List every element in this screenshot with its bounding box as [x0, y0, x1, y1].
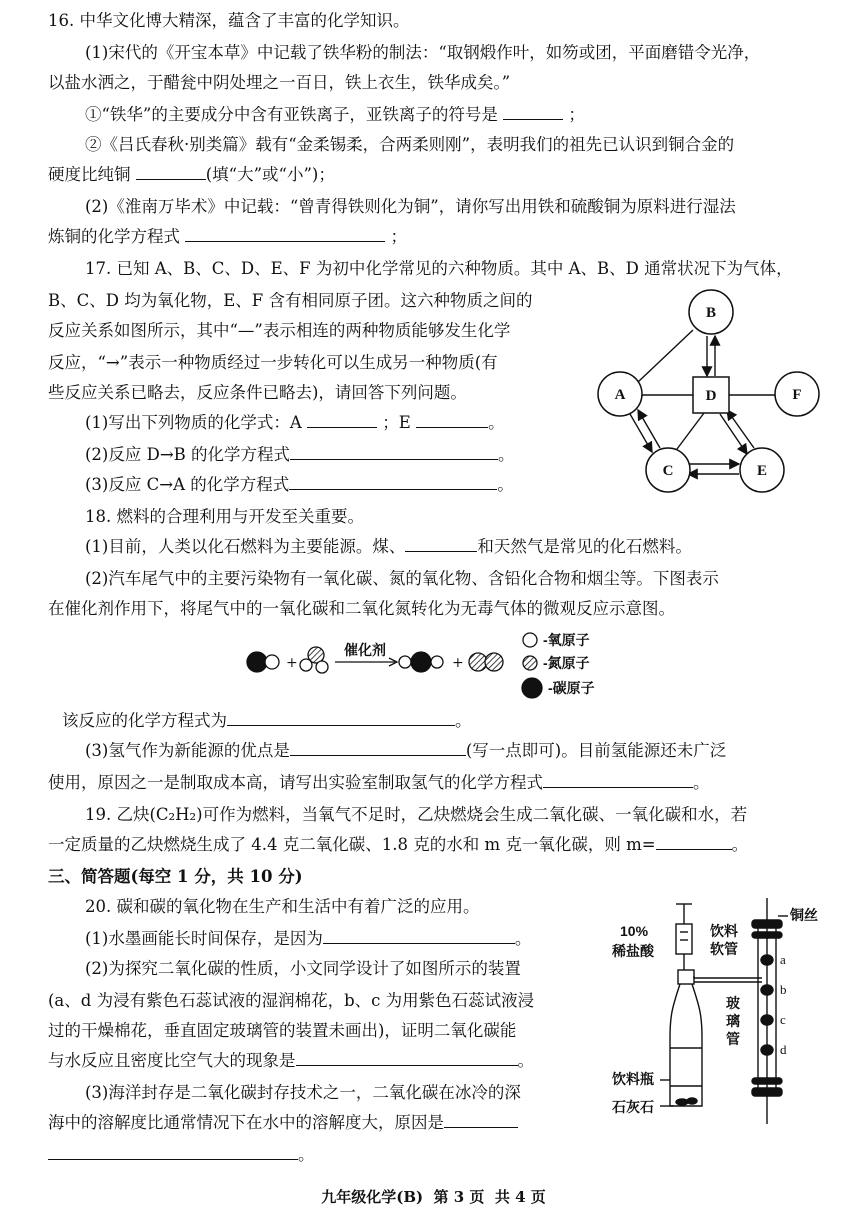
answer-blank[interactable]: [136, 165, 206, 180]
q18-sub3: (3)氢气作为新能源的优点是 (写一点即可)。目前氢能源还未广泛: [85, 741, 727, 760]
legend-nitrogen: -氮原子: [543, 655, 590, 671]
answer-blank[interactable]: [543, 773, 693, 788]
node-label: F: [792, 387, 802, 403]
mark-a: a: [780, 952, 786, 967]
q17-sub2: (2)反应 D→B 的化学方程式 。: [85, 445, 515, 464]
catalyst-label: 催化剂: [344, 642, 386, 658]
node-label: D: [705, 388, 717, 404]
svg-text:+: +: [286, 655, 298, 671]
label-glass: 玻: [726, 995, 740, 1011]
label-glass: 璃: [726, 1013, 740, 1029]
answer-blank[interactable]: [444, 1113, 518, 1128]
q17-sub3: (3)反应 C→A 的化学方程式 。: [85, 475, 514, 494]
mark-b: b: [780, 982, 787, 997]
section-heading: 三、简答题(每空 1 分，共 10 分): [48, 867, 303, 886]
q16-p1-cont: 以盐水洒之，于醋瓮中阴处埋之一百日，铁上衣生，铁华成矣。”: [48, 73, 511, 92]
label-bottle: 饮料瓶: [612, 1071, 654, 1087]
answer-blank[interactable]: [290, 741, 466, 756]
answer-blank[interactable]: [323, 929, 515, 944]
q17-title: 17. 已知 A、B、C、D、E、F 为初中化学常见的六种物质。其中 A、B、D 通常状况下为气体，: [85, 259, 793, 278]
q17-sub1: (1)写出下列物质的化学式：A ；E 。: [85, 413, 505, 432]
q17-text: 些反应关系已略去，反应条件已略去)，请回答下列问题。: [48, 383, 467, 402]
q18-sub1: (1)目前，人类以化石燃料为主要能源。煤、 和天然气是常见的化石燃料。: [85, 537, 692, 556]
page-footer: 九年级化学(B) 第 3 页 共 4 页: [321, 1188, 546, 1206]
relation-diagram: [590, 288, 850, 508]
q16-sub2: ②《吕氏春秋·别类篇》载有“金柔锡柔，合两柔则刚”，表明我们的祖先已认识到铜合金的: [85, 135, 735, 154]
q20-title: 20. 碳和碳的氧化物在生产和生活中有着广泛的应用。: [85, 897, 480, 916]
q16-p2-cont: 炼铜的化学方程式 ；: [48, 227, 407, 246]
label-stone: 石灰石: [612, 1099, 654, 1115]
q18-sub2: (2)汽车尾气中的主要污染物有一氧化碳、氮的氧化物、含铅化合物和烟尘等。下图表示: [85, 569, 719, 588]
mark-d: d: [780, 1042, 787, 1057]
q20-sub3-cont: 海中的溶解度比通常情况下在水中的溶解度大，原因是: [48, 1112, 518, 1134]
q16-p2: (2)《淮南万毕术》中记载：“曾青得铁则化为铜”，请你写出用铁和硫酸铜为原料进行湿法: [85, 197, 736, 216]
q16-sub1: ①“铁华”的主要成分中含有亚铁离子，亚铁离子的符号是 ；: [85, 105, 585, 124]
legend-oxygen: -氧原子: [543, 632, 590, 648]
label-wire: 铜丝: [790, 907, 818, 923]
q20-sub2: (2)为探究二氧化碳的性质，小文同学设计了如图所示的装置: [85, 959, 521, 978]
legend-carbon: -碳原子: [548, 680, 595, 696]
q20-sub2-cont: 与水反应且密度比空气大的现象是 。: [48, 1051, 534, 1070]
q17-text: 反应，“→”表示一种物质经过一步转化可以生成另一种物质(有: [48, 353, 498, 372]
answer-blank[interactable]: [185, 227, 385, 242]
svg-text:+: +: [452, 655, 464, 671]
answer-blank[interactable]: [656, 835, 732, 850]
answer-blank[interactable]: [289, 475, 497, 490]
q20-sub3-cont: 。: [48, 1144, 315, 1166]
q20-sub1: (1)水墨画能长时间保存，是因为 。: [85, 929, 532, 948]
answer-blank[interactable]: [227, 711, 455, 726]
label-acid: 稀盐酸: [612, 943, 654, 959]
label-tube: 饮料: [710, 923, 738, 939]
node-label: A: [614, 387, 626, 403]
node-label: B: [705, 305, 717, 321]
q16-p1: (1)宋代的《开宝本草》中记载了铁华粉的制法：“取钢煅作叶，如笏或团，平面磨错令光净，: [85, 43, 761, 62]
q16-sub2-cont: 硬度比纯铜 (填“大”或“小”)；: [48, 165, 335, 184]
answer-blank[interactable]: [290, 445, 498, 460]
apparatus-diagram: [612, 898, 852, 1124]
answer-blank[interactable]: [48, 1145, 298, 1160]
node-label: C: [662, 463, 674, 479]
answer-blank[interactable]: [405, 537, 477, 552]
q18-sub2-cont: 在催化剂作用下，将尾气中的一氧化碳和二氧化氮转化为无毒气体的微观反应示意图。: [48, 599, 675, 618]
q20-sub3: (3)海洋封存是二氧化碳封存技术之一，二氧化碳在冰冷的深: [85, 1083, 521, 1102]
q16-title: 16. 中华文化博大精深，蕴含了丰富的化学知识。: [48, 11, 410, 30]
q18-eq: 该反应的化学方程式为 。: [62, 711, 472, 730]
answer-blank[interactable]: [503, 105, 563, 120]
answer-blank[interactable]: [307, 413, 377, 428]
answer-blank[interactable]: [296, 1051, 518, 1066]
q19-cont: 一定质量的乙炔燃烧生成了 4.4 克二氧化碳、1.8 克的水和 m 克一氧化碳，则 m= 。: [48, 835, 749, 854]
label-acid-pct: 10%: [620, 923, 649, 939]
q19-title: 19. 乙炔(C₂H₂)可作为燃料，当氧气不足时，乙炔燃烧会生成二氧化碳、一氧化碳和水，若: [85, 805, 748, 824]
label-tube: 软管: [710, 941, 738, 957]
q20-sub2-cont: 过的干燥棉花，垂直固定玻璃管的装置未画出)，证明二氧化碳能: [48, 1021, 517, 1040]
node-label: E: [756, 463, 768, 479]
answer-blank[interactable]: [416, 413, 488, 428]
q18-sub3-cont: 使用，原因之一是制取成本高，请写出实验室制取氢气的化学方程式 。: [48, 773, 710, 792]
q20-sub2-cont: (a、d 为浸有紫色石蕊试液的湿润棉花，b、c 为用紫色石蕊试液浸: [48, 991, 535, 1010]
q18-title: 18. 燃料的合理利用与开发至关重要。: [85, 507, 364, 526]
label-glass: 管: [726, 1031, 740, 1047]
mark-c: c: [780, 1012, 786, 1027]
q17-text: 反应关系如图所示，其中“—”表示相连的两种物质能够发生化学: [48, 321, 511, 340]
reaction-diagram: [240, 628, 640, 704]
q17-text: B、C、D 均为氧化物，E、F 含有相同原子团。这六种物质之间的: [48, 291, 533, 310]
